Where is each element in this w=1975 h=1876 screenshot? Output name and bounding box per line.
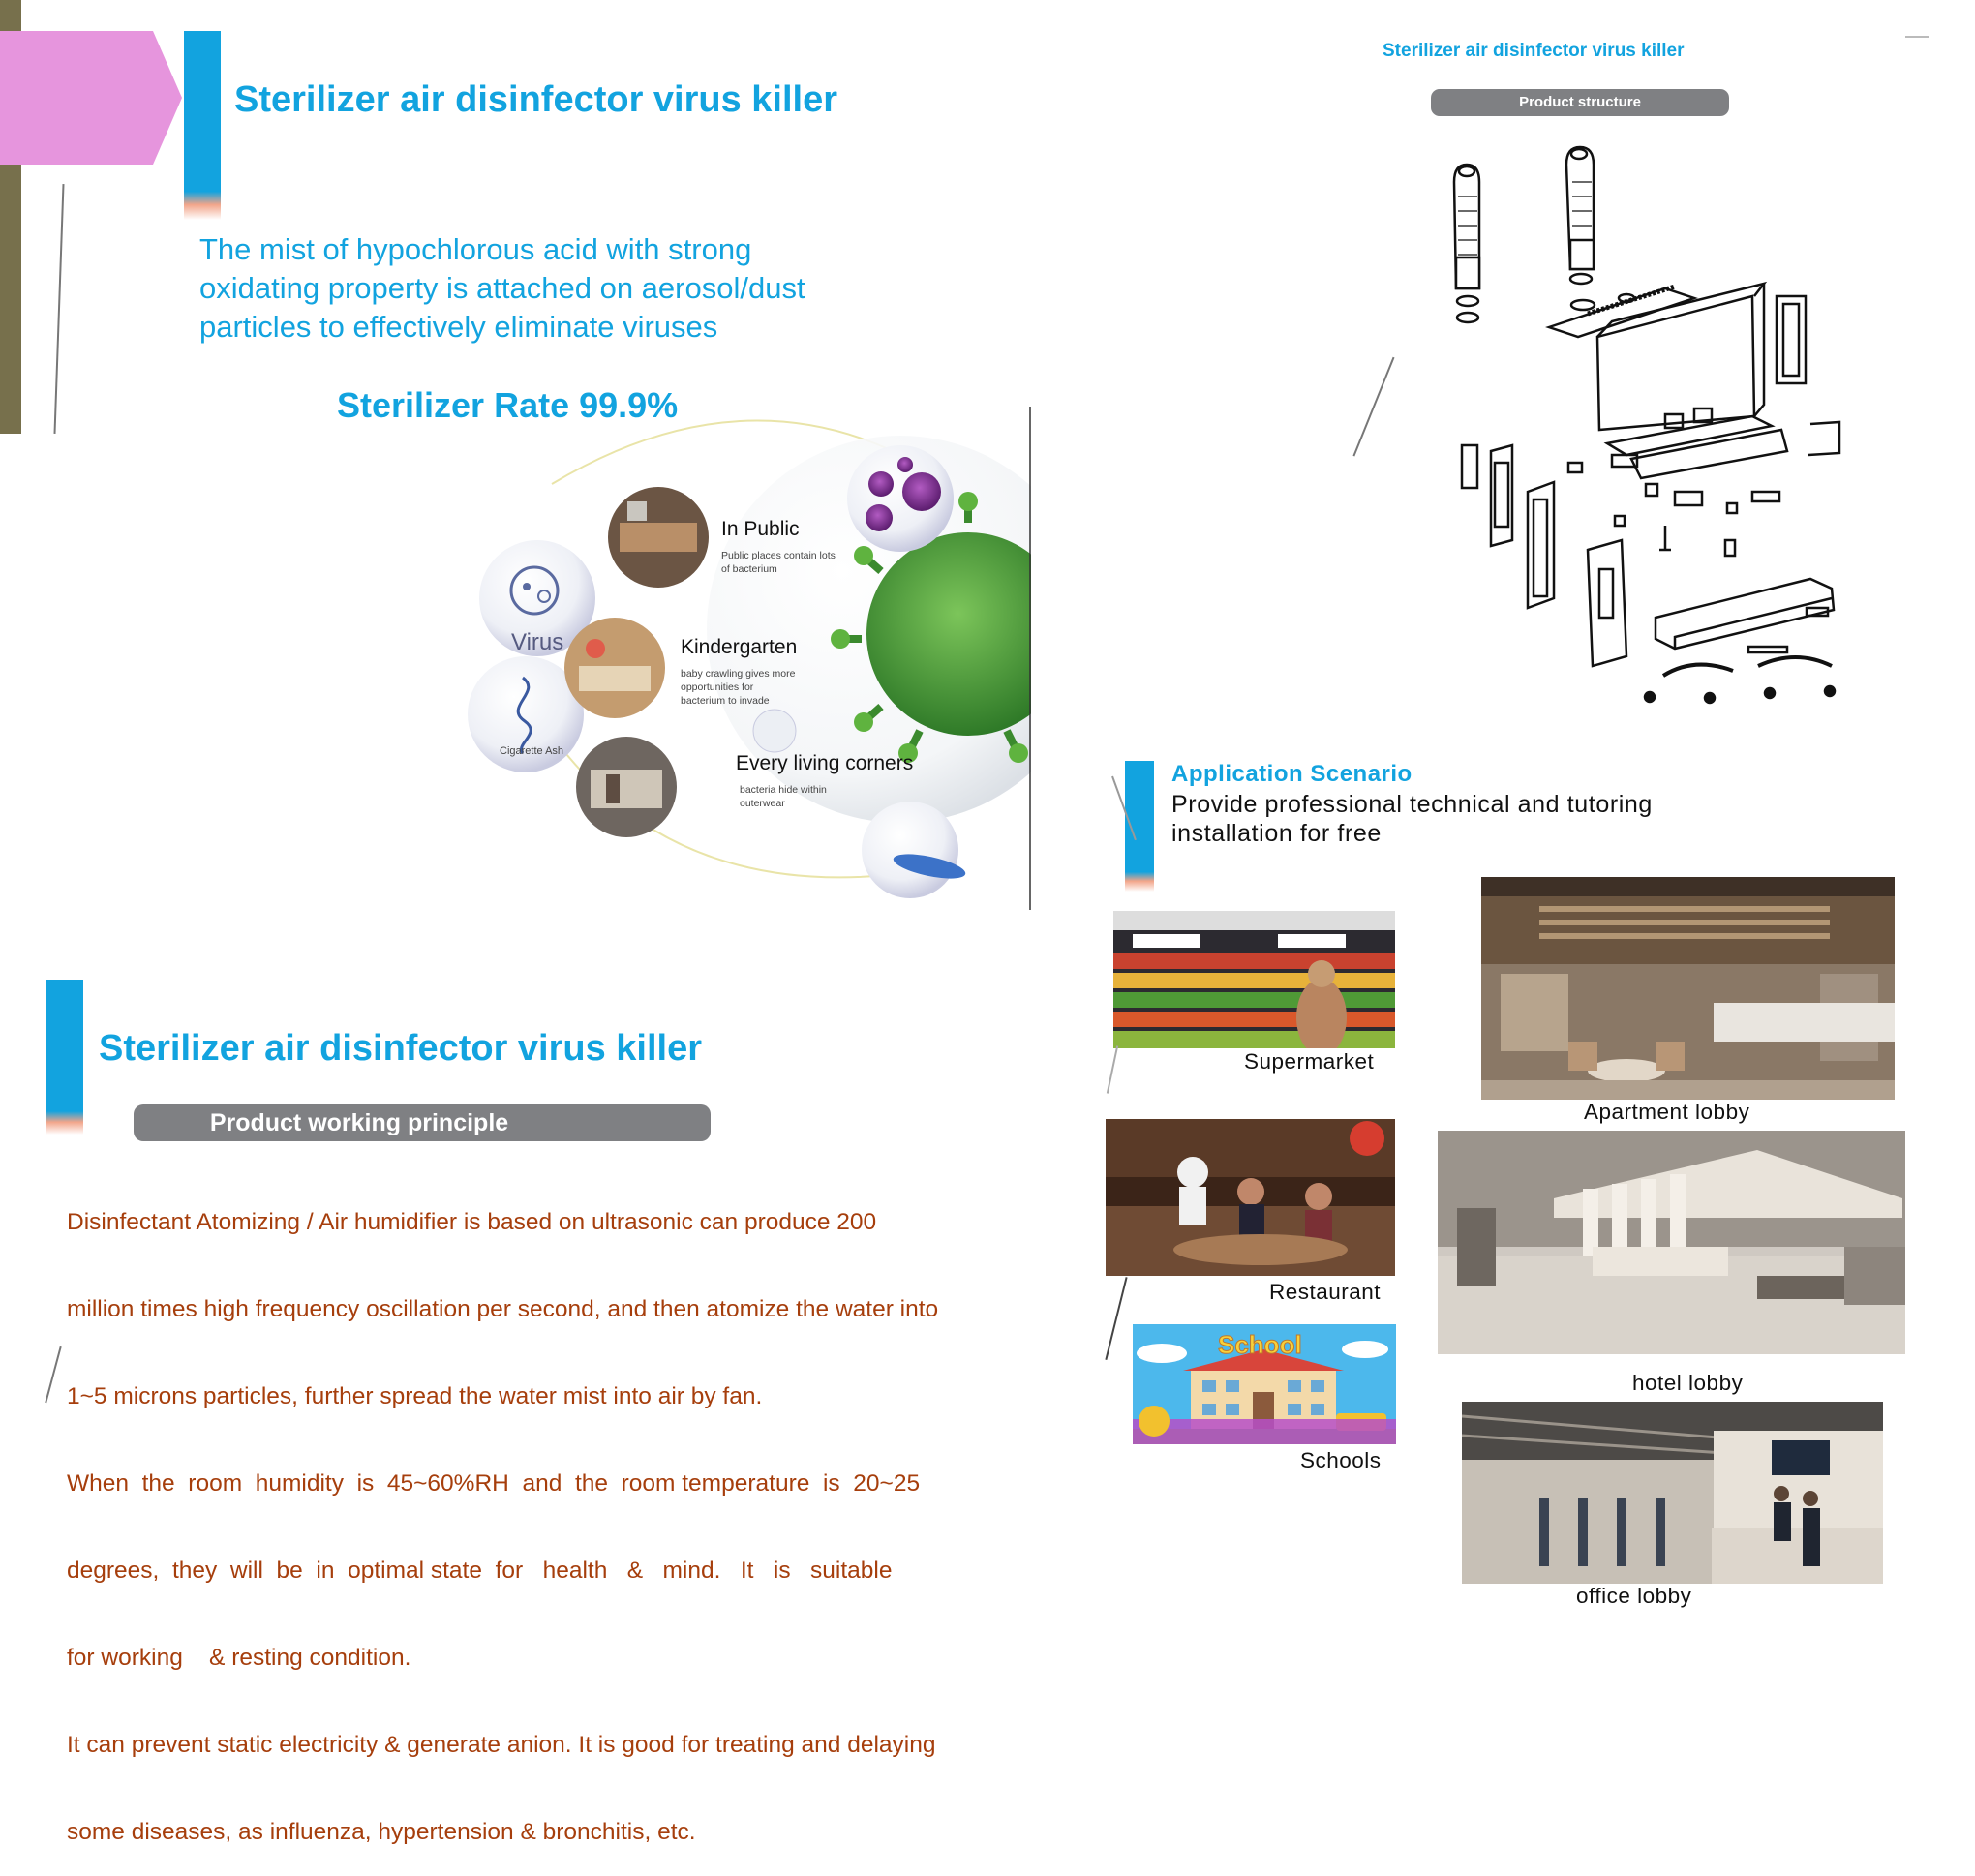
principle-pill: Product working principle [134, 1104, 711, 1141]
item-desc-line: opportunities for [681, 681, 754, 693]
pink-arrow-banner [0, 31, 184, 165]
school-sign: School [1218, 1330, 1302, 1359]
intro-text [199, 230, 805, 347]
structure-title: Sterilizer air disinfector virus killer [1382, 41, 1685, 61]
supermarket-label: Supermarket [1244, 1049, 1375, 1074]
principle-text [67, 1150, 1016, 1876]
decor-line [53, 184, 64, 434]
item-desc [736, 783, 913, 810]
principle-line: When the room humidity is 45~60%RH and the room temperature is 20~25 [67, 1470, 921, 1497]
item-desc-line: bacterium to invade [681, 695, 770, 707]
item-desc [681, 667, 797, 708]
principle-line: million times high frequency oscillation per second, and then atomize the water into [67, 1296, 939, 1322]
item-title: Every living corners [736, 752, 914, 774]
supermarket-photo [1113, 911, 1395, 1048]
intro-line: oxidating property is attached on aerosol/dust [199, 271, 805, 305]
item-desc-line: outerwear [740, 798, 785, 809]
restaurant-photo [1106, 1119, 1395, 1276]
infographic [465, 407, 1031, 910]
office-lobby-photo [1462, 1402, 1883, 1584]
item-desc [721, 549, 836, 576]
item-living-corners [736, 752, 913, 810]
app-line: installation for free [1171, 820, 1382, 847]
decor-line [1107, 1045, 1118, 1093]
app-subtitle [1171, 790, 1653, 848]
item-desc-line: of bacterium [721, 563, 777, 575]
principle-line: some diseases, as influenza, hypertension & bronchitis, etc. [67, 1819, 696, 1845]
structure-pill: Product structure [1431, 89, 1729, 116]
principle-line: Disinfectant Atomizing / Air humidifier is based on ultrasonic can produce 200 [67, 1209, 877, 1235]
item-desc-line: baby crawling gives more [681, 668, 796, 680]
office-lobby-label: office lobby [1576, 1584, 1692, 1608]
title-accent-bar [46, 980, 83, 1135]
item-kindergarten [681, 636, 797, 708]
sterilizer-rate: Sterilizer Rate 99.9% [337, 385, 679, 425]
hotel-lobby-photo [1438, 1131, 1905, 1354]
schools-picture [1133, 1324, 1396, 1444]
decor-line [1105, 1277, 1127, 1360]
intro-line: The mist of hypochlorous acid with strong [199, 232, 752, 266]
intro-line: particles to effectively eliminate viruses [199, 310, 718, 344]
item-title: Kindergarten [681, 636, 798, 658]
item-title: In Public [721, 518, 800, 540]
page-title: Sterilizer air disinfector virus killer [234, 79, 838, 120]
decor-line [1352, 357, 1394, 457]
virus-label: Virus [511, 629, 564, 655]
apartment-lobby-label: Apartment lobby [1584, 1100, 1750, 1124]
principle-line: degrees, they will be in optimal state for health & mind. It is suitable [67, 1558, 893, 1584]
ash-label: Cigarette Ash [500, 745, 564, 757]
restaurant-label: Restaurant [1269, 1280, 1382, 1304]
app-title: Application Scenario [1171, 761, 1413, 787]
schools-label: Schools [1300, 1448, 1382, 1472]
item-desc-line: bacteria hide within [740, 784, 827, 796]
principle-line: for working & resting condition. [67, 1645, 411, 1671]
corner-dash [1905, 36, 1929, 38]
title-accent-bar [184, 31, 221, 220]
apartment-lobby-photo [1481, 877, 1895, 1100]
app-line: Provide professional technical and tutoring [1171, 791, 1653, 818]
hotel-lobby-label: hotel lobby [1632, 1371, 1744, 1395]
product-structure-diagram [1443, 143, 1859, 714]
section-title: Sterilizer air disinfector virus killer [99, 1028, 703, 1069]
principle-line: 1~5 microns particles, further spread the water mist into air by fan. [67, 1383, 763, 1409]
principle-line: It can prevent static electricity & generate anion. It is good for treating and delaying [67, 1732, 936, 1758]
item-desc-line: Public places contain lots [721, 550, 836, 561]
item-in-public [721, 518, 836, 576]
decor-line [45, 1346, 61, 1403]
